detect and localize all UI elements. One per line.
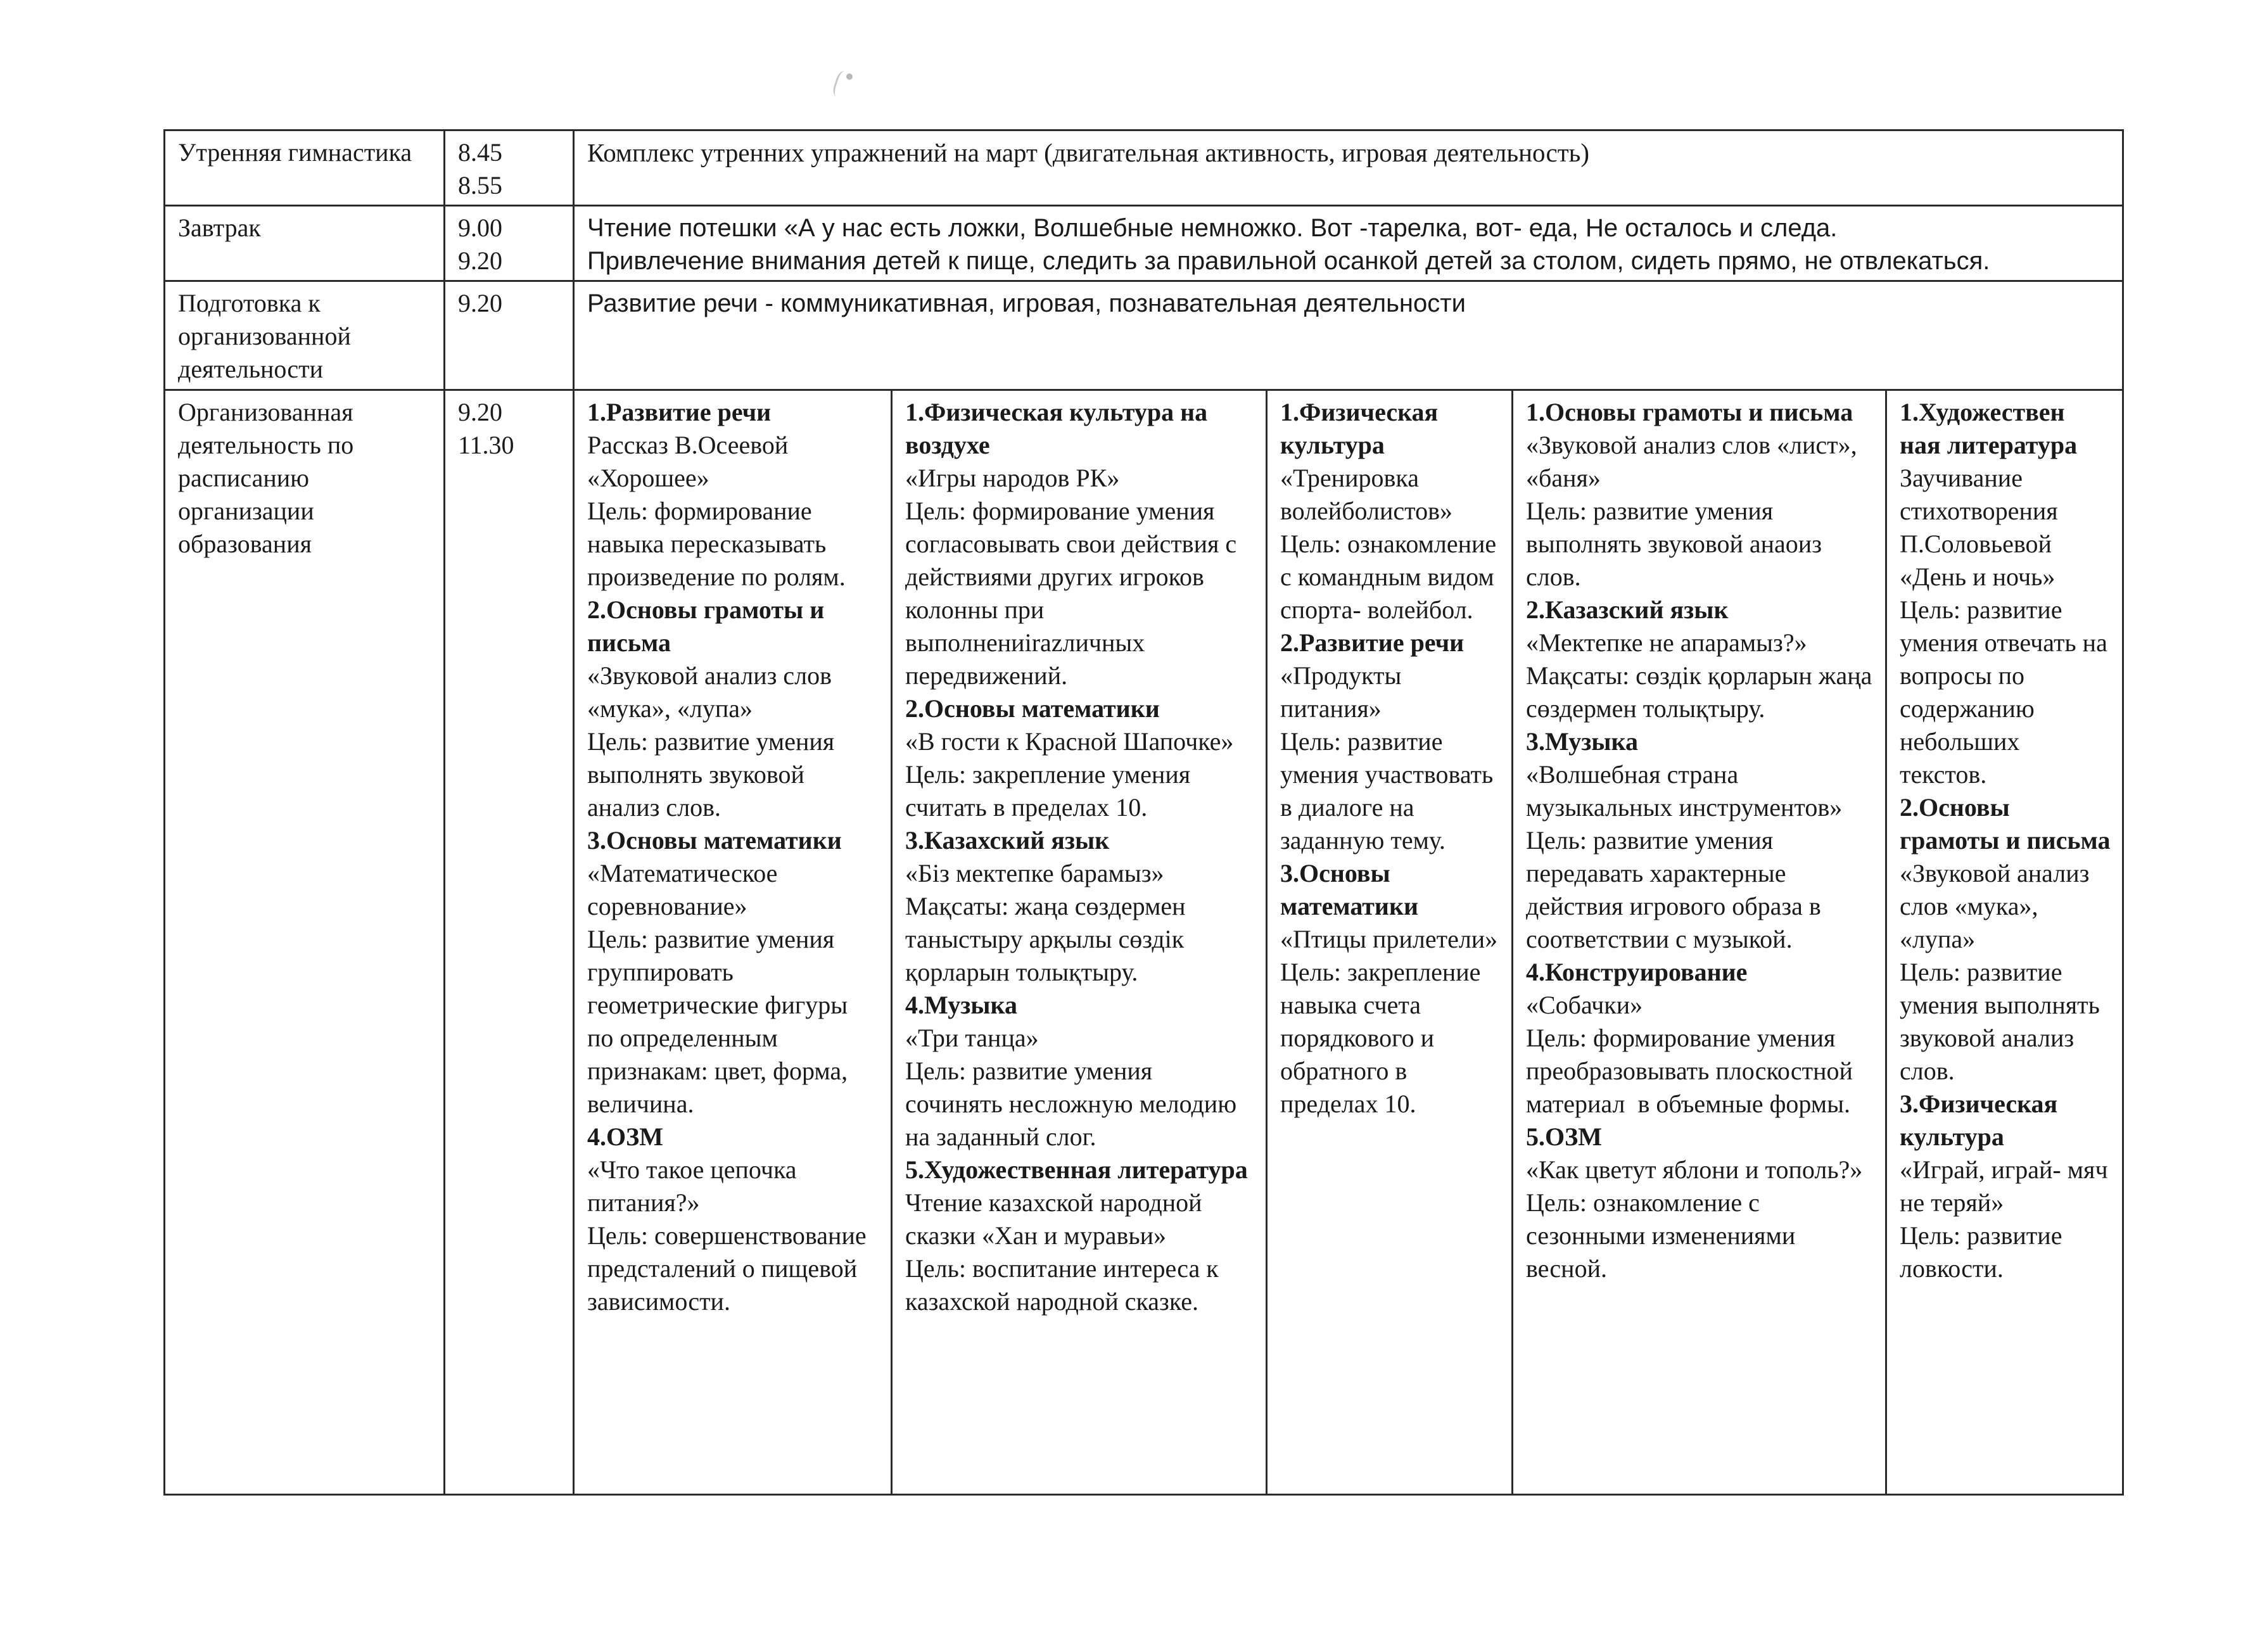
activity-description: «Звуковой анализ слов «лист», «баня» Цель: развитие умения выполнять звуковой анаоиз слов. xyxy=(1526,431,1857,591)
content-line: Привлечение внимания детей к пище, следить за правильной осанкой детей за столом, сидеть прямо, не отвлекаться. xyxy=(587,247,1990,275)
regime-cell: Утренняя гимнастика xyxy=(165,130,445,206)
activity-title: 3.Музыка xyxy=(1526,727,1638,756)
activity-description: «В гости к Красной Шапочке» Цель: закрепление умения считать в пределах 10. xyxy=(905,727,1234,822)
activity-title: 1.Развитие речи xyxy=(587,398,772,426)
time-start: 9.20 xyxy=(458,289,502,317)
activity-block xyxy=(1900,1088,2111,1285)
time-cell xyxy=(445,390,574,1495)
activity-description: «Как цветут яблони и тополь?» Цель: ознакомление с сезонными изменениями весной. xyxy=(1526,1155,1863,1283)
activity-title: 5.Художественная литература xyxy=(905,1155,1248,1184)
activity-block xyxy=(1526,594,1874,725)
activity-description: Заучивание стихотворения П.Соловьевой «День и ночь» Цель: развитие умения отвечать на вопросы по содержанию небольших текстов. xyxy=(1900,464,2107,789)
activity-title: 2.Развитие речи xyxy=(1280,628,1465,657)
time-end: 8.55 xyxy=(458,171,502,200)
content-cell xyxy=(574,281,2123,390)
activity-title: 1.Физическая культура на воздухе xyxy=(905,398,1208,459)
time-end: 11.30 xyxy=(458,431,514,459)
time-start: 9.20 xyxy=(458,398,502,426)
activity-description: Рассказ В.Осеевой «Хорошее» Цель: формирование навыка пересказывать произведение по ролям. xyxy=(587,431,846,591)
content-line: Развитие речи - коммуникативная, игровая, познавательная деятельности xyxy=(587,289,1466,317)
regime-cell: Завтрак xyxy=(165,206,445,281)
activity-description: «Продукты питания» Цель: развитие умения участвовать в диалоге на заданную тему. xyxy=(1280,661,1494,855)
schedule-row xyxy=(165,130,2123,206)
activity-title: 4.ОЗМ xyxy=(587,1122,663,1151)
daily-schedule-table xyxy=(163,129,2124,1496)
activity-block xyxy=(905,396,1254,692)
time-cell xyxy=(445,206,574,281)
schedule-row xyxy=(165,281,2123,390)
activity-title: 3.Основы математики xyxy=(587,826,842,855)
day-column xyxy=(574,390,892,1495)
activity-description: «Птицы прилетели» Цель: закрепление навыка счета порядкового и обратного в пределах 10. xyxy=(1280,925,1498,1118)
day-column xyxy=(892,390,1267,1495)
activity-block xyxy=(587,824,879,1121)
time-cell xyxy=(445,281,574,390)
activity-description: Чтение казахской народной сказки «Хан и муравьи» Цель: воспитание интереса к казахской народной сказке. xyxy=(905,1188,1219,1316)
activity-description: «Играй, играй- мяч не теряй» Цель: развитие ловкости. xyxy=(1900,1155,2108,1283)
activity-title: 2.Основы математики xyxy=(905,694,1160,723)
activity-block xyxy=(905,824,1254,989)
content-cell xyxy=(574,206,2123,281)
activity-title: 4.Музыка xyxy=(905,991,1017,1019)
activity-title: 1.Физическая культура xyxy=(1280,398,1439,459)
activity-description: «Математическое соревнование» Цель: развитие умения группировать геометрические фигуры по определенным признакам: цвет, форма, величина. xyxy=(587,859,848,1118)
activity-description: «Три танца» Цель: развитие умения сочинять несложную мелодию на заданный слог. xyxy=(905,1024,1237,1151)
schedule-row-organized xyxy=(165,390,2123,1495)
activity-description: «Мектепке не апарамыз?» Мақсаты: сөздік қорларын жаңа сөздермен толықтыру. xyxy=(1526,628,1872,723)
activity-title: 3.Физическая культура xyxy=(1900,1090,2058,1151)
time-start: 8.45 xyxy=(458,138,502,167)
activity-description: «Что такое цепочка питания?» Цель: совершенствование предсталений о пищевой зависимости. xyxy=(587,1155,867,1316)
activity-description: «Тренировка волейболистов» Цель: ознакомление с командным видом спорта- волейбол. xyxy=(1280,464,1497,624)
activity-block xyxy=(1280,396,1500,626)
activity-description: «Звуковой анализ слов «мука», «лупа» Цель: развитие умения выполнять звуковой анализ слов. xyxy=(1900,859,2100,1085)
activity-block xyxy=(1526,956,1874,1121)
activity-description: «Біз мектепке барамыз» Мақсаты: жаңа сөздермен таныстыру арқылы сөздік қорларын толықтыру. xyxy=(905,859,1186,986)
activity-title: 3.Основы математики xyxy=(1280,859,1419,920)
time-start: 9.00 xyxy=(458,213,502,242)
day-column xyxy=(1267,390,1513,1495)
activity-block xyxy=(1280,626,1500,857)
activity-block xyxy=(587,594,879,824)
day-column xyxy=(1886,390,2123,1495)
activity-block xyxy=(1526,1121,1874,1285)
activity-title: 1.Основы грамоты и письма xyxy=(1526,398,1853,426)
content-cell xyxy=(574,130,2123,206)
activity-title: 2.Основы грамоты и письма xyxy=(1900,793,2111,855)
activity-block xyxy=(587,396,879,594)
activity-block xyxy=(905,1153,1254,1318)
activity-block xyxy=(1526,396,1874,594)
activity-title: 2.Казазский язык xyxy=(1526,595,1729,624)
content-line: Комплекс утренних упражнений на март (двигательная активность, игровая деятельность) xyxy=(587,138,1590,167)
activity-title: 4.Конструирование xyxy=(1526,958,1748,986)
time-end: 9.20 xyxy=(458,246,502,275)
activity-block xyxy=(587,1121,879,1318)
activity-block xyxy=(905,692,1254,824)
activity-title: 1.Художествен ная литература xyxy=(1900,398,2078,459)
activity-block xyxy=(1526,725,1874,956)
activity-block xyxy=(1900,396,2111,791)
activity-description: «Звуковой анализ слов «мука», «лупа» Цель: развитие умения выполнять звуковой анализ слов. xyxy=(587,661,835,822)
activity-block xyxy=(1280,857,1500,1121)
schedule-row xyxy=(165,206,2123,281)
activity-title: 5.ОЗМ xyxy=(1526,1122,1602,1151)
activity-description: «Игры народов РК» Цель: формирование умения согласовывать свои действия с действиями других игроков колонны при выполнениirazличных передвижений. xyxy=(905,464,1237,690)
activity-title: 2.Основы грамоты и письма xyxy=(587,595,825,657)
scan-speck-dot xyxy=(846,73,853,80)
activity-description: «Волшебная страна музыкальных инструментов» Цель: развитие умения передавать характерные действия игрового образа в соответствии с музыкой. xyxy=(1526,760,1843,953)
day-column xyxy=(1513,390,1886,1495)
activity-block xyxy=(905,989,1254,1153)
activity-block xyxy=(1900,791,2111,1088)
content-line: Чтение потешки «А у нас есть ложки, Волшебные немножко. Вот -тарелка, вот- еда, Не осталось и следа. xyxy=(587,214,1838,242)
time-cell xyxy=(445,130,574,206)
activity-description: «Собачки» Цель: формирование умения преобразовывать плоскостной материал в объемные формы. xyxy=(1526,991,1853,1118)
regime-cell: Организованная деятельность по расписанию организации образования xyxy=(165,390,445,1495)
activity-title: 3.Казахский язык xyxy=(905,826,1110,855)
regime-cell: Подготовка к организованной деятельности xyxy=(165,281,445,390)
